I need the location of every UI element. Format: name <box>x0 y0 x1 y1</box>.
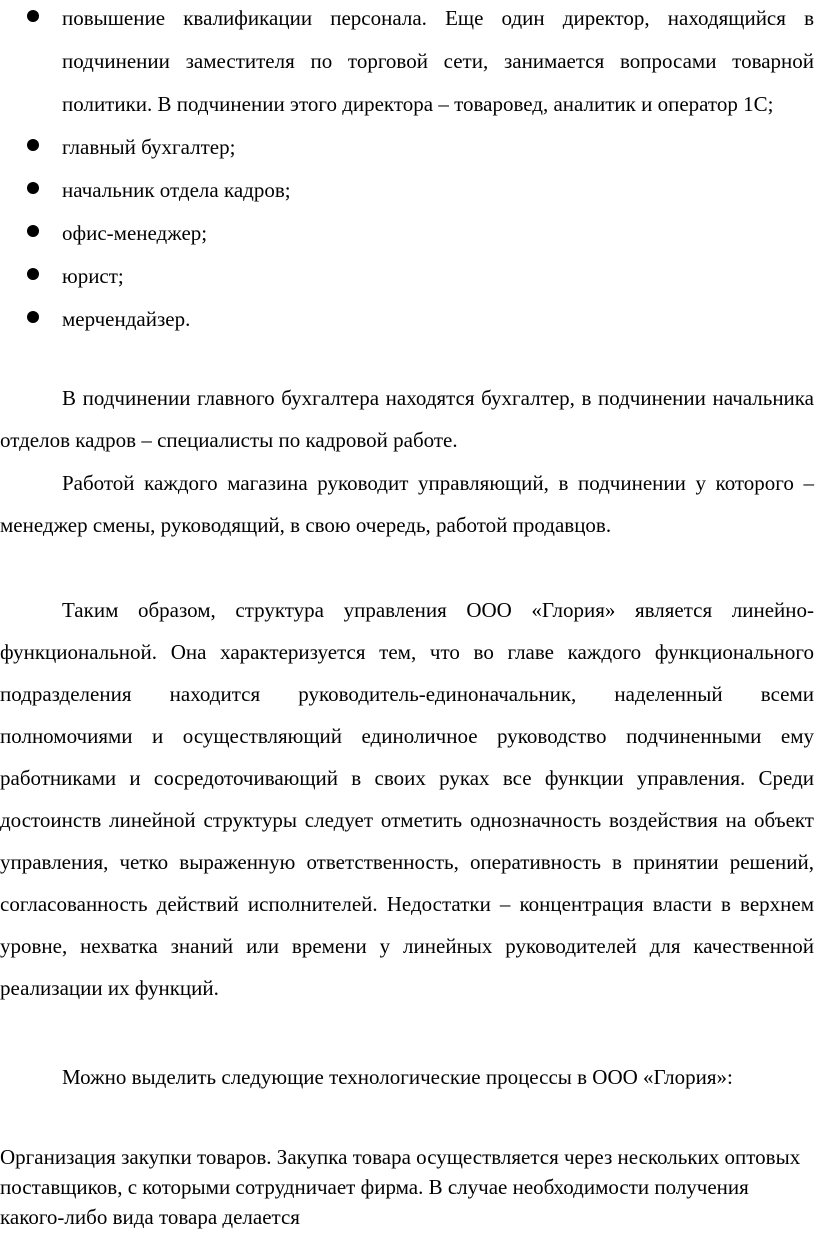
bullet-text: юрист; <box>62 264 124 288</box>
bullet-text: повышение квалификации персонала. Еще один директор, находящийся в подчинении заместителя по торговой сети, занимается вопросами товарной политики. В подчинении этого директора – товаровед, аналитик и оператор 1С; <box>62 6 814 116</box>
bullet-dot-icon <box>27 182 39 194</box>
bullet-item <box>0 255 816 298</box>
paragraph-processes: Можно выделить следующие технологические процессы в ООО «Глория»: <box>62 1065 733 1089</box>
bullet-dot-icon <box>27 10 39 22</box>
bullet-list <box>0 0 816 341</box>
bullet-dot-icon <box>27 311 39 323</box>
bullet-item <box>0 212 816 255</box>
bullet-text: мерчендайзер. <box>62 307 191 331</box>
bullet-item <box>0 0 816 126</box>
bullet-text: начальник отдела кадров; <box>62 178 291 202</box>
paragraph-stores: Работой каждого магазина руководит управляющий, в подчинении у которого – менеджер смены, руководящий, в свою очередь, работой продавцов. <box>0 471 814 537</box>
paragraph-structure: Таким образом, структура управления ООО «Глория» является линейно-функциональной. Она характеризуется тем, что во главе каждого функционального подразделения находится руководитель-единоначальник, наделенный всеми полномочиями и осуществляющий единоличное руководство подчиненными ему работниками и сосредоточивающий в своих руках все функции управления. Среди достоинств линейной структуры следует отметить однозначность воздействия на объект управления, четко выраженную ответственность, оперативность в принятии решений, согласованность действий исполнителей. Недостатки – концентрация власти в верхнем уровне, нехватка знаний или времени у линейных руководителей для качественной реализации их функций. <box>0 598 814 1000</box>
bullet-dot-icon <box>27 268 39 280</box>
paragraph-procurement: Организация закупки товаров. Закупка товара осуществляется через нескольких оптовых поставщиков, с которыми сотрудничает фирма. В случае необходимости получения какого-либо вида товара делается <box>0 1145 801 1229</box>
bullet-text: офис-менеджер; <box>62 221 208 245</box>
bullet-text: главный бухгалтер; <box>62 135 236 159</box>
bullet-item <box>0 126 816 169</box>
paragraph-accounting: В подчинении главного бухгалтера находятся бухгалтер, в подчинении начальника отделов кадров – специалисты по кадровой работе. <box>0 386 814 452</box>
bullet-dot-icon <box>27 139 39 151</box>
bullet-item <box>0 298 816 341</box>
bullet-dot-icon <box>27 225 39 237</box>
bullet-item <box>0 169 816 212</box>
